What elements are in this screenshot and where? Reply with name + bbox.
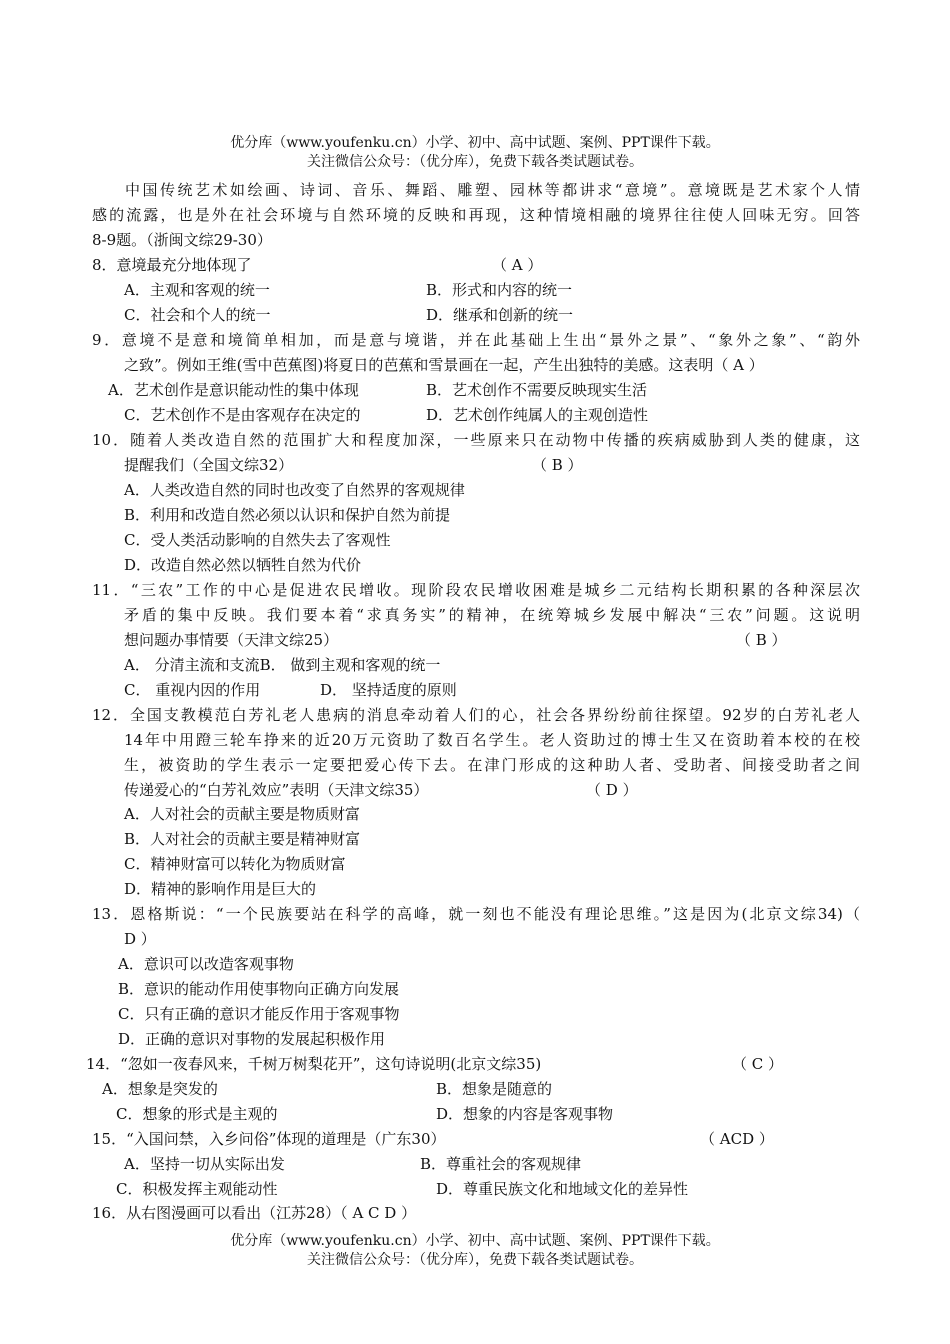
option-b: B．艺术创作不需要反映现实生活 <box>426 381 648 399</box>
intro-line-3: 8-9题。（浙闽文综29-30） <box>92 231 272 249</box>
option-a: A．艺术创作是意识能动性的集中体现 <box>108 381 359 399</box>
option-d: D．尊重民族文化和地域文化的差异性 <box>436 1180 689 1198</box>
option-b: B．意识的能动作用使事物向正确方向发展 <box>118 980 400 998</box>
option-d: D．正确的意识对事物的发展起积极作用 <box>118 1030 386 1048</box>
option-a-b: A． 分清主流和支流B． 做到主观和客观的统一 <box>124 656 441 674</box>
question-stem: 16．从右图漫画可以看出（江苏28）（ A C D ） <box>92 1204 417 1222</box>
option-d: D．精神的影响作用是巨大的 <box>124 880 317 898</box>
header-line-1: 优分库（www.youfenku.cn）小学、初中、高中试题、案例、PPT课件下载。 <box>230 135 720 151</box>
question-stem-line-3: 生，被资助的学生表示一定要把爱心传下去。在津门形成的这种助人者、受助者、间接受助者之间 <box>124 756 860 774</box>
option-a: A．坚持一切从实际出发 <box>124 1155 285 1173</box>
question-stem-line-3: 想问题办事情要（天津文综25） <box>124 631 339 649</box>
option-d: D．想象的内容是客观事物 <box>436 1105 614 1123</box>
option-c: C．精神财富可以转化为物质财富 <box>124 855 346 873</box>
question-stem: 14．“忽如一夜春风来，千树万树梨花开”，这句诗说明(北京文综35) <box>86 1055 542 1073</box>
question-stem-line-2: 之致”。例如王维(雪中芭蕉图)将夏日的芭蕉和雪景画在一起，产生出独特的美感。这表明（ A ） <box>124 356 764 374</box>
intro-line-1: 中国传统艺术如绘画、诗词、音乐、舞蹈、雕塑、园林等都讲求“意境”。意境既是艺术家个人情 <box>125 181 860 199</box>
page-footer <box>0 1232 950 1270</box>
question-stem-line-1: 13．恩格斯说：“一个民族要站在科学的高峰，就一刻也不能没有理论思维。”这是因为(北京文综34)（ <box>92 905 860 923</box>
answer-label: （ A ） <box>492 256 543 274</box>
question-stem-line-1: 10．随着人类改造自然的范围扩大和程度加深，一些原来只在动物中传播的疾病威胁到人类的健康，这 <box>92 431 860 449</box>
option-b: B．人对社会的贡献主要是精神财富 <box>124 830 361 848</box>
footer-line-1: 优分库（www.youfenku.cn）小学、初中、高中试题、案例、PPT课件下载。 <box>230 1233 720 1249</box>
option-c: C． 重视内因的作用 <box>124 681 261 699</box>
option-b: B．想象是随意的 <box>436 1080 553 1098</box>
question-stem-line-2: D ） <box>124 930 156 948</box>
question-stem: 15．“入国问禁，入乡问俗”体现的道理是（广东30） <box>92 1130 446 1148</box>
answer-label: （ ACD ） <box>700 1130 774 1148</box>
page-header <box>0 134 950 172</box>
option-c: C．只有正确的意识才能反作用于客观事物 <box>118 1005 400 1023</box>
question-stem-line-1: 12．全国支教模范白芳礼老人患病的消息牵动着人们的心，社会各界纷纷前往探望。92岁的白芳礼老人 <box>92 706 860 724</box>
option-c: C．社会和个人的统一 <box>124 306 271 324</box>
option-c: C．想象的形式是主观的 <box>116 1105 278 1123</box>
option-a: A．主观和客观的统一 <box>124 281 270 299</box>
question-stem-line-4: 传递爱心的“白芳礼效应”表明（天津文综35） <box>124 781 429 799</box>
option-b: B．形式和内容的统一 <box>426 281 573 299</box>
answer-label: （ B ） <box>736 631 787 649</box>
question-stem-line-2: 提醒我们（全国文综32） <box>124 456 294 474</box>
option-a: A．想象是突发的 <box>102 1080 218 1098</box>
option-b: B．尊重社会的客观规律 <box>420 1155 582 1173</box>
option-d: D．继承和创新的统一 <box>426 306 574 324</box>
option-c: C．积极发挥主观能动性 <box>116 1180 278 1198</box>
answer-label: （ B ） <box>532 456 583 474</box>
option-c: C．受人类活动影响的自然失去了客观性 <box>124 531 391 549</box>
question-stem-line-2: 矛盾的集中反映。我们要本着“求真务实”的精神，在统筹城乡发展中解决“三农”问题。这说明 <box>124 606 860 624</box>
option-a: A．人类改造自然的同时也改变了自然界的客观规律 <box>124 481 465 499</box>
option-c: C．艺术创作不是由客观存在决定的 <box>124 406 361 424</box>
header-line-2: 关注微信公众号：（优分库），免费下载各类试题试卷。 <box>307 154 643 170</box>
option-d: D．艺术创作纯属人的主观创造性 <box>426 406 649 424</box>
footer-line-2: 关注微信公众号：（优分库），免费下载各类试题试卷。 <box>307 1252 643 1268</box>
answer-label: （ C ） <box>732 1055 784 1073</box>
option-a: A．人对社会的贡献主要是物质财富 <box>124 805 360 823</box>
question-stem: 8．意境最充分地体现了 <box>92 256 252 274</box>
question-stem-line-1: 11．“三农”工作的中心是促进农民增收。现阶段农民增收困难是城乡二元结构长期积累的各种深层次 <box>92 581 860 599</box>
answer-label: （ D ） <box>586 781 638 799</box>
question-stem-line-2: 14年中用蹬三轮车挣来的近20万元资助了数百名学生。老人资助过的博士生又在资助着本校的在校 <box>124 731 860 749</box>
option-d: D．改造自然必然以牺牲自然为代价 <box>124 556 362 574</box>
intro-line-2: 感的流露，也是外在社会环境与自然环境的反映和再现，这种情境相融的境界往往使人回味无穷。回答 <box>92 206 860 224</box>
option-a: A．意识可以改造客观事物 <box>118 955 294 973</box>
question-stem-line-1: 9．意境不是意和境简单相加，而是意与境谐，并在此基础上生出“景外之景”、“象外之象”、“韵外 <box>92 331 860 349</box>
option-d: D． 坚持适度的原则 <box>320 681 457 699</box>
option-b: B．利用和改造自然必须以认识和保护自然为前提 <box>124 506 451 524</box>
